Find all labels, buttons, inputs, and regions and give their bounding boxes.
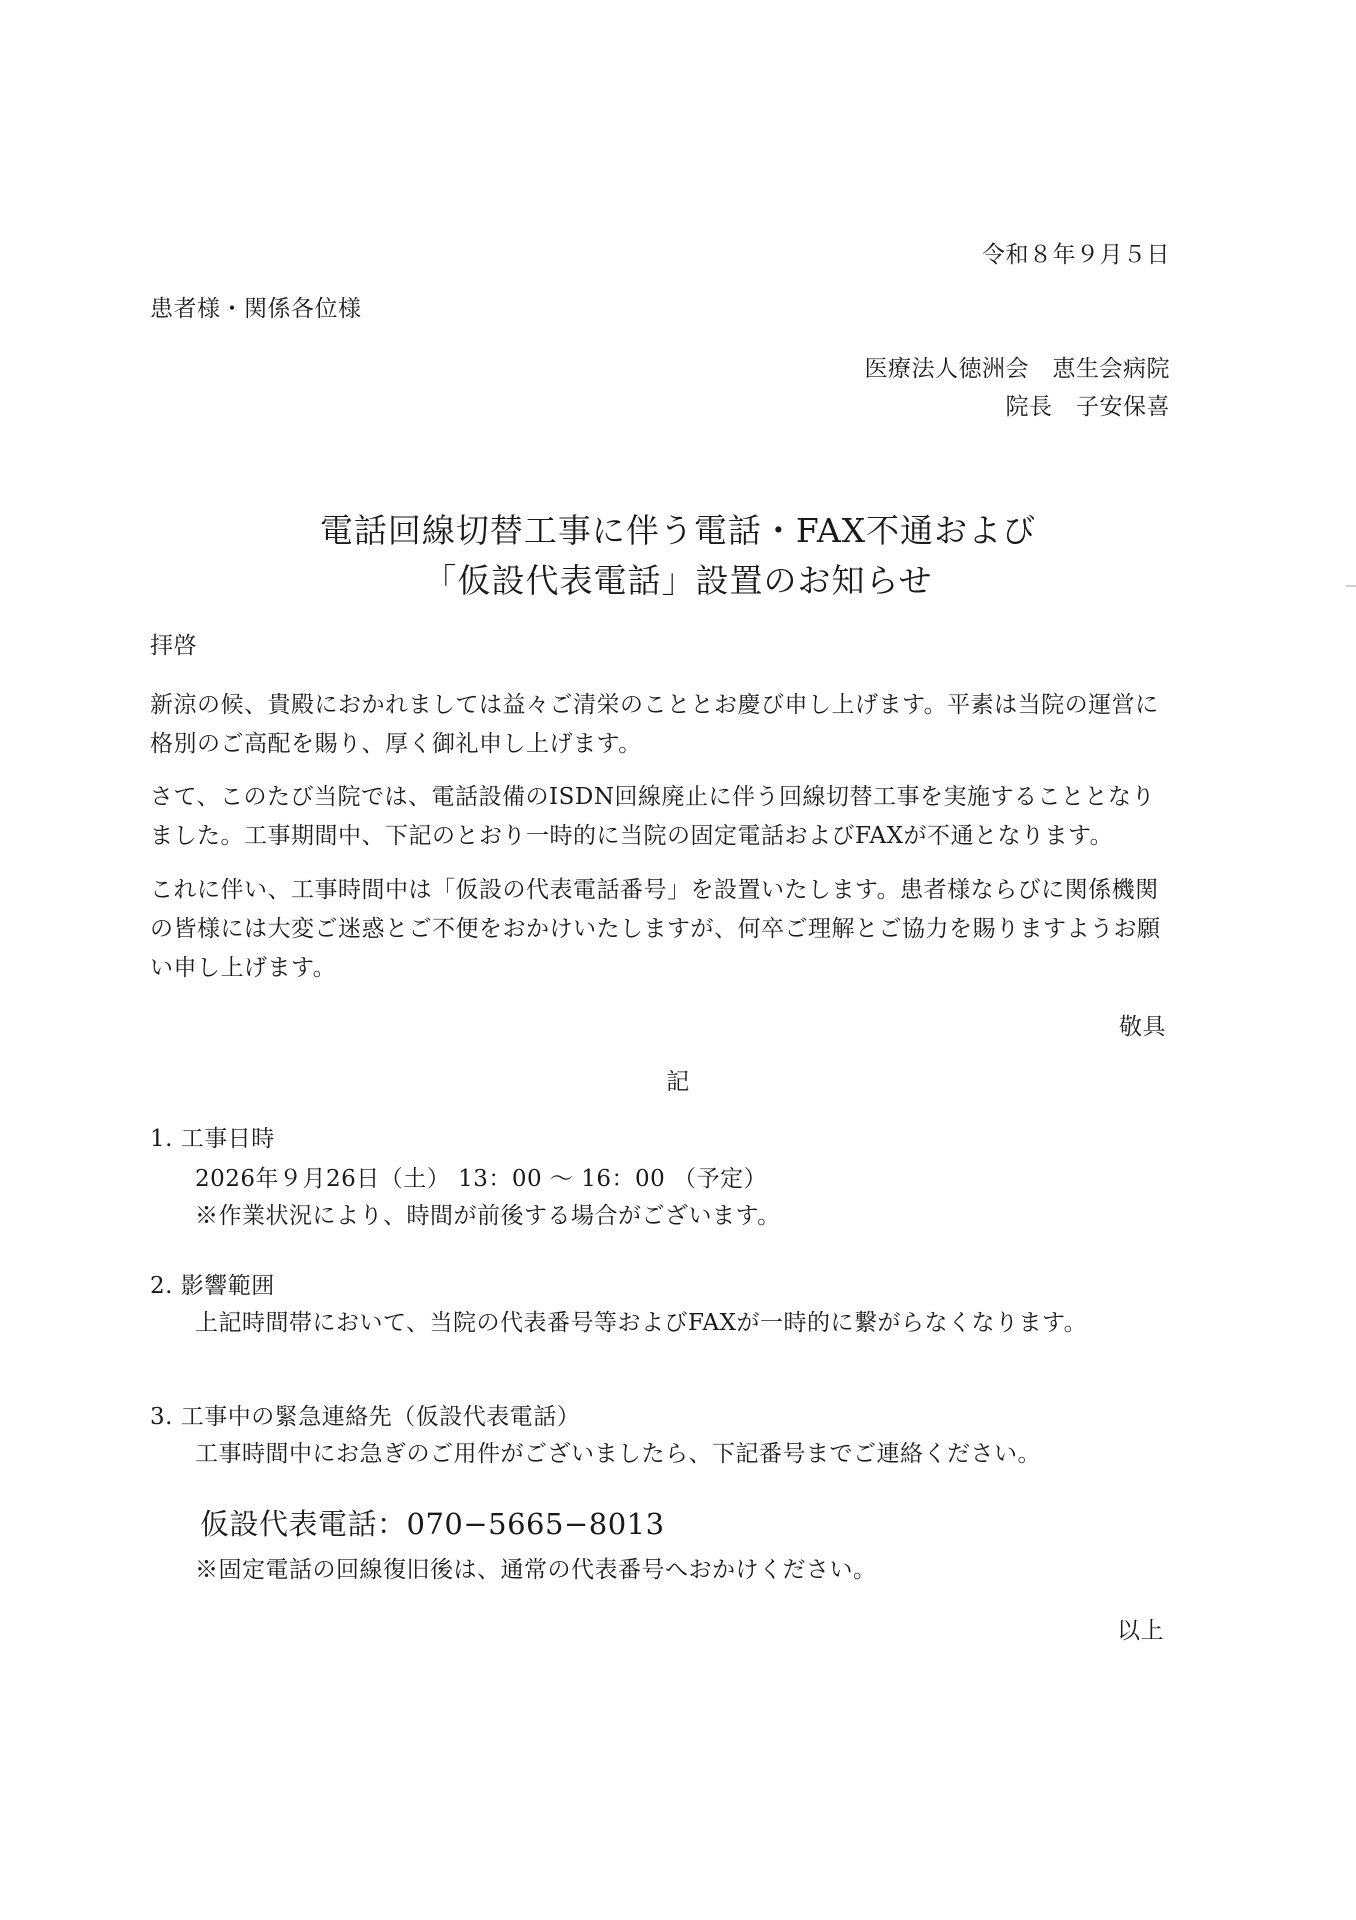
section-title-schedule: 1. 工事日時 [150,1126,275,1152]
impact-description: 上記時間帯において、当院の代表番号等およびFAXが一時的に繋がらなくなります。 [195,1310,1088,1336]
body-paragraph: さて、このたび当院では、電話設備のISDN回線廃止に伴う回線切替工事を実施することとなりました。工事期間中、下記のとおり一時的に当院の固定電話およびFAXが不通となります。 [150,784,1155,849]
document-title-line-1: 電話回線切替工事に伴う電話・FAX不通および [319,511,1037,550]
document-date: 令和８年９月５日 [982,242,1170,268]
emergency-contact-description: 工事時間中にお急ぎのご用件がございましたら、下記番号までご連絡ください。 [195,1441,1041,1467]
document-title-line-2: 「仮設代表電話」設置のお知らせ [423,561,933,600]
sender-organization: 医療法人徳洲会 恵生会病院 [864,356,1170,382]
body-paragraph: 新涼の候、貴殿におかれましては益々ご清栄のこととお慶び申し上げます。平素は当院の運営に格別のご高配を賜り、厚く御礼申し上げます。 [150,692,1159,757]
section-title-emergency-contact: 3. 工事中の緊急連絡先（仮設代表電話） [150,1404,581,1430]
schedule-datetime: 2026年９月26日（土） 13：00 ～ 16：00 （予定） [195,1166,768,1192]
end-mark: 以上 [1117,1618,1164,1644]
scan-artifact [1346,585,1356,587]
body-paragraph: これに伴い、工事時間中は「仮設の代表電話番号」を設置いたします。患者様ならびに関係機関の皆様には大変ご迷惑とご不便をおかけいたしますが、何卒ご理解とご協力を賜りますようお願い申し上げます。 [150,877,1161,981]
schedule-note: ※作業状況により、時間が前後する場合がございます。 [195,1203,781,1229]
closing-word: 敬具 [1119,1014,1166,1040]
addressee: 患者様・関係各位様 [150,296,362,322]
temporary-hotline-number: 仮設代表電話：070−5665−8013 [200,1507,665,1541]
notes-heading: 記 [666,1069,690,1095]
section-title-impact: 2. 影響範囲 [150,1273,275,1299]
sender-name: 院長 子安保喜 [1005,394,1170,420]
salutation: 拝啓 [150,633,197,659]
hotline-note: ※固定電話の回線復旧後は、通常の代表番号へおかけください。 [195,1557,877,1583]
